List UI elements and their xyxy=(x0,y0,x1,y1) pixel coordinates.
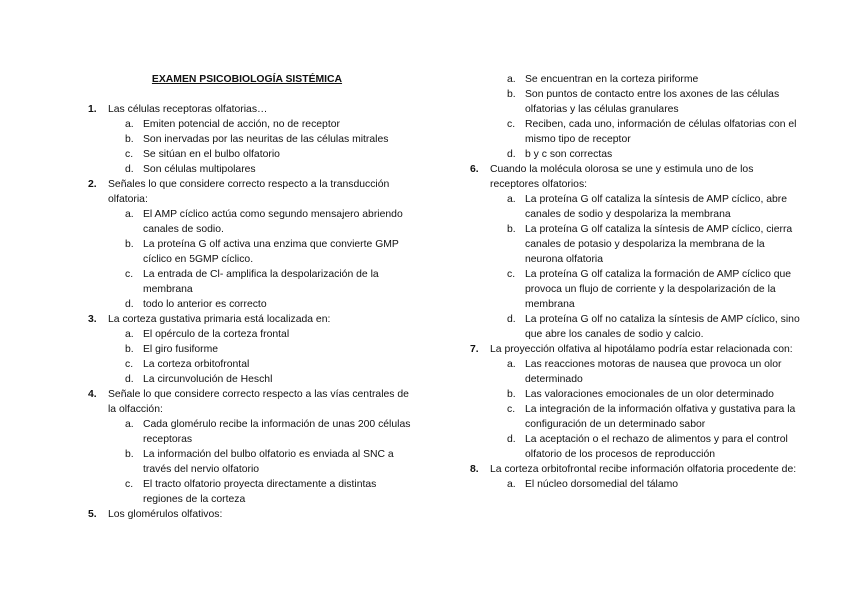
answer-option xyxy=(88,132,418,147)
option-letter: c. xyxy=(125,479,134,490)
option-text: Las reacciones motoras de nausea que provoca un olor determinado xyxy=(525,359,782,385)
answer-option xyxy=(88,372,418,387)
question-text: Las células receptoras olfatorias… xyxy=(108,104,268,115)
option-letter: c. xyxy=(507,404,516,415)
answer-option xyxy=(470,357,805,387)
question-number: 5. xyxy=(88,509,97,520)
option-letter: a. xyxy=(507,194,516,205)
option-letter: b. xyxy=(125,449,134,460)
question-stem xyxy=(88,312,418,327)
option-text: b y c son correctas xyxy=(525,149,613,160)
question-1 xyxy=(88,102,418,177)
question-number: 3. xyxy=(88,314,97,325)
option-text: Se encuentran en la corteza piriforme xyxy=(525,74,699,85)
answer-option xyxy=(88,147,418,162)
option-letter: b. xyxy=(507,89,516,100)
question-text: Señales lo que considere correcto respecto a la transducción olfatoria: xyxy=(108,179,390,205)
option-text: Son inervadas por las neuritas de las células mitrales xyxy=(143,134,389,145)
option-letter: c. xyxy=(125,269,134,280)
option-letter: a. xyxy=(125,419,134,430)
right-question-list xyxy=(470,162,805,492)
question-number: 6. xyxy=(470,164,479,175)
option-text: Se sitúan en el bulbo olfatorio xyxy=(143,149,280,160)
right-column xyxy=(470,72,805,492)
option-letter: c. xyxy=(125,149,134,160)
option-letter: a. xyxy=(507,74,516,85)
option-text: Son puntos de contacto entre los axones de las células olfatorias y las células granulares xyxy=(525,89,780,115)
option-text: La aceptación o el rechazo de alimentos y para el control olfatorio de los procesos de reproducción xyxy=(525,434,788,460)
option-letter: d. xyxy=(507,434,516,445)
exam-title: EXAMEN PSICOBIOLOGÍA SISTÉMICA xyxy=(151,74,343,85)
option-text: La circunvolución de Heschl xyxy=(143,374,273,385)
question-text: Cuando la molécula olorosa se une y estimula uno de los receptores olfatorios: xyxy=(490,164,754,190)
question-text: La corteza gustativa primaria está localizada en: xyxy=(108,314,331,325)
option-letter: a. xyxy=(125,329,134,340)
answer-option xyxy=(88,297,418,312)
answer-option xyxy=(470,387,805,402)
option-letter: a. xyxy=(507,479,516,490)
question-stem xyxy=(88,102,418,117)
option-letter: a. xyxy=(125,119,134,130)
left-column xyxy=(88,72,418,522)
option-text: Reciben, cada uno, información de células olfatorias con el mismo tipo de receptor xyxy=(525,119,797,145)
answer-option xyxy=(470,117,805,147)
answer-option xyxy=(470,432,805,462)
question-number: 8. xyxy=(470,464,479,475)
question-3 xyxy=(88,312,418,387)
answer-option xyxy=(470,267,805,312)
option-text: La proteína G olf cataliza la formación de AMP cíclico que provoca un flujo de corriente y la despolarización de la membrana xyxy=(525,269,792,310)
option-text: La proteína G olf cataliza la síntesis de AMP cíclico, cierra canales de potasio y despolariza la membrana de la neurona olfatoria xyxy=(525,224,793,265)
option-text: El tracto olfatorio proyecta directamente a distintas regiones de la corteza xyxy=(143,479,377,505)
option-letter: d. xyxy=(125,164,134,175)
option-letter: d. xyxy=(507,314,516,325)
question-stem xyxy=(470,162,805,192)
answer-option xyxy=(470,402,805,432)
option-text: Cada glomérulo recibe la información de unas 200 células receptoras xyxy=(143,419,411,445)
question-stem xyxy=(88,507,418,522)
question-stem xyxy=(470,342,805,357)
left-question-list xyxy=(88,102,418,522)
option-text: La información del bulbo olfatorio es enviada al SNC a través del nervio olfatorio xyxy=(143,449,394,475)
answer-option xyxy=(470,192,805,222)
option-letter: c. xyxy=(125,359,134,370)
option-text: El AMP cíclico actúa como segundo mensajero abriendo canales de sodio. xyxy=(143,209,403,235)
option-text: El núcleo dorsomedial del tálamo xyxy=(525,479,679,490)
option-text: Emiten potencial de acción, no de receptor xyxy=(143,119,340,130)
option-text: La integración de la información olfativa y gustativa para la configuración de un determinado sabor xyxy=(525,404,796,430)
answer-option xyxy=(88,117,418,132)
question-6 xyxy=(470,162,805,342)
option-text: La proteína G olf no cataliza la síntesis de AMP cíclico, sino que abre los canales de sodio y calcio. xyxy=(525,314,800,340)
option-letter: a. xyxy=(507,359,516,370)
answer-option xyxy=(88,342,418,357)
option-text: El giro fusiforme xyxy=(143,344,219,355)
option-letter: b. xyxy=(125,134,134,145)
question-number: 1. xyxy=(88,104,97,115)
question-number: 2. xyxy=(88,179,97,190)
option-text: Las valoraciones emocionales de un olor determinado xyxy=(525,389,774,400)
question-text: La corteza orbitofrontal recibe información olfatoria procedente de: xyxy=(490,464,797,475)
question-number: 4. xyxy=(88,389,97,400)
answer-option xyxy=(88,417,418,447)
answer-option xyxy=(88,162,418,177)
question-text: Los glomérulos olfativos: xyxy=(108,509,223,520)
question-text: La proyección olfativa al hipotálamo podría estar relacionada con: xyxy=(490,344,793,355)
question-text: Señale lo que considere correcto respecto a las vías centrales de la olfacción: xyxy=(108,389,409,415)
option-letter: b. xyxy=(507,389,516,400)
option-text: El opérculo de la corteza frontal xyxy=(143,329,290,340)
answer-option xyxy=(470,147,805,162)
answer-option xyxy=(88,477,418,507)
question-stem xyxy=(470,462,805,477)
option-letter: b. xyxy=(125,344,134,355)
option-letter: c. xyxy=(507,269,516,280)
answer-option xyxy=(88,267,418,297)
option-text: La corteza orbitofrontal xyxy=(143,359,250,370)
answer-option xyxy=(88,357,418,372)
answer-option xyxy=(470,72,805,87)
answer-option xyxy=(88,447,418,477)
option-letter: d. xyxy=(507,149,516,160)
option-letter: d. xyxy=(125,374,134,385)
option-text: La entrada de Cl- amplifica la despolarización de la membrana xyxy=(143,269,379,295)
option-text: todo lo anterior es correcto xyxy=(143,299,267,310)
option-text: La proteína G olf activa una enzima que convierte GMP cíclico en 5GMP cíclico. xyxy=(143,239,399,265)
answer-option xyxy=(470,87,805,117)
question-2 xyxy=(88,177,418,312)
answer-option xyxy=(88,327,418,342)
question-5-options-continued xyxy=(470,72,805,162)
option-letter: a. xyxy=(125,209,134,220)
answer-option xyxy=(470,312,805,342)
question-stem xyxy=(88,177,418,207)
option-letter: d. xyxy=(125,299,134,310)
question-7 xyxy=(470,342,805,462)
question-8 xyxy=(470,462,805,492)
answer-option xyxy=(88,237,418,267)
option-text: La proteína G olf cataliza la síntesis de AMP cíclico, abre canales de sodio y despolariza la membrana xyxy=(525,194,788,220)
option-letter: b. xyxy=(507,224,516,235)
answer-option xyxy=(470,222,805,267)
question-4 xyxy=(88,387,418,507)
question-stem xyxy=(88,387,418,417)
option-text: Son células multipolares xyxy=(143,164,256,175)
answer-option xyxy=(470,477,805,492)
option-letter: b. xyxy=(125,239,134,250)
option-letter: c. xyxy=(507,119,516,130)
question-5 xyxy=(88,507,418,522)
answer-option xyxy=(88,207,418,237)
question-number: 7. xyxy=(470,344,479,355)
